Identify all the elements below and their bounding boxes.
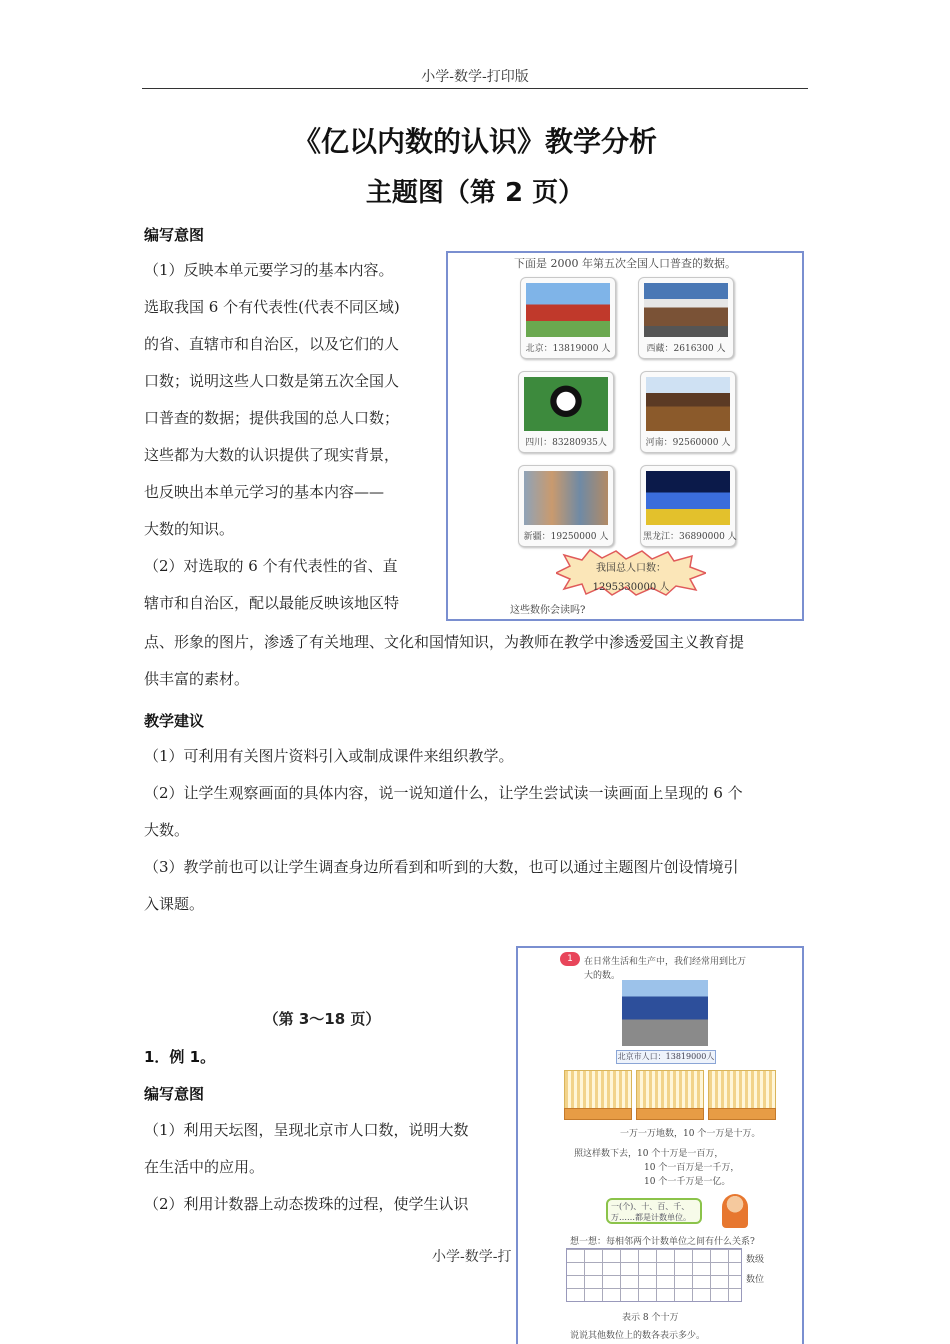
table-label-class: 数级	[746, 1255, 765, 1265]
header-divider	[142, 88, 808, 89]
page-footer: 小学-数学-打	[432, 1249, 512, 1265]
population-figure	[446, 251, 804, 621]
text-line: 供丰富的素材。	[144, 670, 250, 688]
example-badge: 1	[560, 952, 580, 966]
speech-bubble: 一(个)、十、百、千、万……都是计数单位。	[606, 1198, 702, 1224]
photo-card-henan	[640, 371, 736, 453]
people-photo	[524, 471, 608, 525]
photo-card-heilongjiang	[640, 465, 736, 547]
page-header: 小学-数学-打印版	[421, 69, 529, 85]
table-label-place: 数位	[746, 1275, 765, 1285]
counting-line: 10 个一百万是一千万，	[644, 1163, 740, 1173]
example-heading: 1．例 1。	[144, 1048, 216, 1066]
photo-label: 四川：83280935人	[525, 438, 607, 448]
section-heading-intent: 编写意图	[144, 226, 205, 244]
intro-line: 大的数。	[584, 971, 621, 981]
document-title: 《亿以内数的认识》教学分析	[292, 125, 657, 158]
place-value-table	[566, 1248, 742, 1302]
text-line: 辖市和自治区，配以最能反映该地区特	[144, 594, 400, 612]
photo-card-beijing	[520, 277, 616, 359]
photo-label: 黑龙江：36890000 人	[643, 532, 737, 542]
panda-photo	[524, 377, 608, 431]
section-heading-suggestions: 教学建议	[144, 712, 205, 730]
intent-paragraph-2-continued	[144, 624, 810, 698]
text-line: 点、形象的图片，渗透了有关地理、文化和国情知识，为教师在教学中渗透爱国主义教育提	[144, 633, 745, 651]
intro-line: 在日常生活和生产中，我们经常用到比万	[584, 957, 747, 967]
abacus-base	[636, 1108, 704, 1120]
text-line: 这些都为大数的认识提供了现实背景，	[144, 446, 400, 464]
text-line: （2）利用计数器上动态拨珠的过程，使学生认识	[144, 1195, 469, 1213]
text-line: 入课题。	[144, 895, 205, 913]
photo-label: 新疆：19250000 人	[523, 532, 609, 542]
total-population-value: 1295330000 人	[592, 582, 670, 593]
text-line: （2）让学生观察画面的具体内容，说一说知道什么，让学生尝试读一读画面上呈现的 6 个	[144, 784, 743, 802]
counting-line: 照这样数下去，10 个十万是一百万，	[574, 1149, 724, 1159]
suggestions-paragraphs	[144, 738, 810, 923]
text-line: 大数的知识。	[144, 520, 235, 538]
text-line: （1）可利用有关图片资料引入或制成课件来组织教学。	[144, 747, 514, 765]
pages-heading: （第 3～18 页）	[263, 1010, 381, 1028]
photo-card-xizang	[638, 277, 734, 359]
child-character-icon	[722, 1194, 748, 1228]
figure-question: 这些数你会读吗?	[510, 605, 586, 616]
text-line: 口普查的数据；提供我国的总人口数；	[144, 409, 400, 427]
population-box: 北京市人口：13819000人	[616, 1050, 716, 1064]
abacus-base	[708, 1108, 776, 1120]
photo-label: 河南：92560000 人	[645, 438, 731, 448]
potala-photo	[644, 283, 728, 337]
textbook-example-figure	[516, 946, 804, 1344]
ice-lantern-photo	[646, 471, 730, 525]
think-prompt: 想一想：每相邻两个计数单位之间有什么关系?	[570, 1237, 755, 1247]
tiananmen-photo	[526, 283, 610, 337]
photo-card-xinjiang	[518, 465, 614, 547]
temple-photo	[646, 377, 730, 431]
abacus-base	[564, 1108, 632, 1120]
table-caption: 表示 8 个十万	[622, 1313, 679, 1323]
counting-line: 10 个一千万是一亿。	[644, 1177, 731, 1187]
figure-caption: 下面是 2000 年第五次全国人口普查的数据。	[514, 257, 736, 270]
intent-paragraph-3	[144, 1112, 504, 1223]
text-line: （2）对选取的 6 个有代表性的省、直	[144, 557, 398, 575]
text-line: 的省、直辖市和自治区，以及它们的人	[144, 335, 400, 353]
closing-prompt: 说说其他数位上的数各表示多少。	[570, 1331, 706, 1341]
photo-card-sichuan	[518, 371, 614, 453]
photo-label: 北京：13819000 人	[525, 344, 611, 354]
total-population-label: 我国总人口数：	[596, 563, 666, 574]
photo-label: 西藏：2616300 人	[646, 344, 726, 354]
temple-of-heaven-photo	[622, 980, 708, 1046]
document-subtitle: 主题图（第 2 页）	[365, 178, 585, 208]
text-line: （3）教学前也可以让学生调查身边所看到和听到的大数，也可以通过主题图片创设情境引	[144, 858, 739, 876]
section-heading-intent-2: 编写意图	[144, 1085, 205, 1103]
counting-line: 一万一万地数，10 个一万是十万。	[620, 1129, 761, 1139]
text-line: （1）反映本单元要学习的基本内容。	[144, 261, 394, 279]
text-line: 也反映出本单元学习的基本内容——	[144, 483, 385, 501]
text-line: 口数；说明这些人口数是第五次全国人	[144, 372, 400, 390]
text-line: （1）利用天坛图，呈现北京市人口数，说明大数	[144, 1121, 469, 1139]
text-line: 在生活中的应用。	[144, 1158, 265, 1176]
text-line: 大数。	[144, 821, 190, 839]
intent-paragraph-1	[144, 252, 436, 622]
text-line: 选取我国 6 个有代表性(代表不同区域)	[144, 298, 400, 316]
